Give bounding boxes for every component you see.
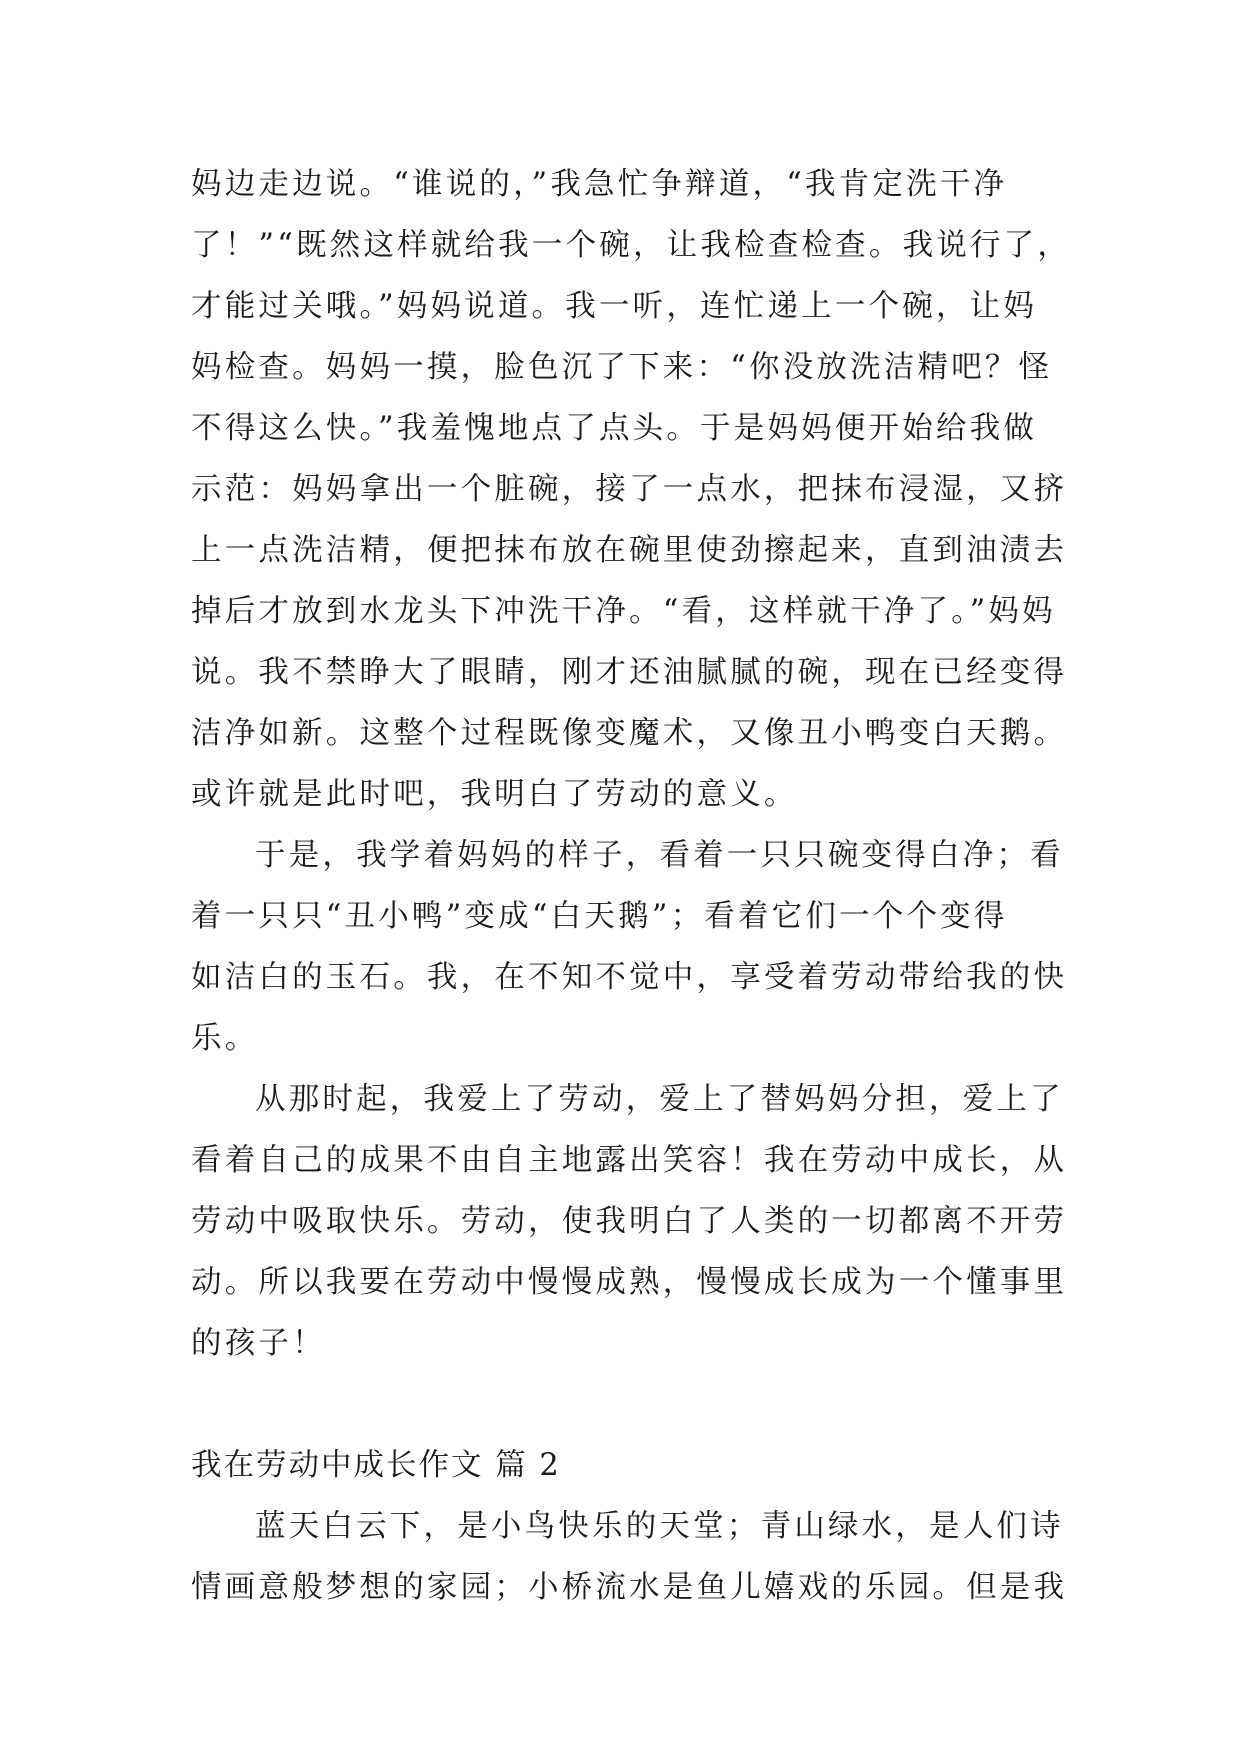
text-line: 上一点洗洁精，便把抹布放在碗里使劲擦起来，直到油渍去 [191, 533, 1068, 568]
paragraph-4 [191, 1496, 1071, 1618]
paragraph-3 [191, 1069, 1071, 1374]
text-line: 示范：妈妈拿出一个脏碗，接了一点水，把抹布浸湿，又挤 [191, 472, 1068, 507]
text-line: 的孩子！ [191, 1326, 326, 1361]
text-line: 了！”“既然这样就给我一个碗，让我检查检查。我说行了， [191, 228, 1072, 263]
text-line: 掉后才放到水龙头下冲洗干净。“看，这样就干净了。”妈妈 [191, 594, 1056, 629]
text-line: 情画意般梦想的家园；小桥流水是鱼儿嬉戏的乐园。但是我 [191, 1570, 1068, 1605]
text-line: 不得这么快。”我羞愧地点了点头。于是妈妈便开始给我做 [191, 411, 1038, 446]
section-heading: 我在劳动中成长作文 篇 2 [191, 1448, 561, 1483]
text-line: 于是，我学着妈妈的样子，看着一只只碗变得白净；看 [255, 838, 1064, 873]
text-line: 动。所以我要在劳动中慢慢成熟，慢慢成长成为一个懂事里 [191, 1265, 1068, 1300]
text-line: 乐。 [191, 1021, 259, 1056]
text-line: 蓝天白云下，是小鸟快乐的天堂；青山绿水，是人们诗 [255, 1509, 1064, 1544]
text-line: 说。我不禁睁大了眼睛，刚才还油腻腻的碗，现在已经变得 [191, 655, 1068, 690]
paragraph-2 [191, 825, 1071, 1069]
text-line: 妈检查。妈妈一摸，脸色沉了下来：“你没放洗洁精吧？怪 [191, 350, 1053, 385]
text-line: 妈边走边说。“谁说的，”我急忙争辩道，“我肯定洗干净 [191, 167, 1008, 202]
text-line: 从那时起，我爱上了劳动，爱上了替妈妈分担，爱上了 [255, 1082, 1064, 1117]
text-line: 看着自己的成果不由自主地露出笑容！我在劳动中成长，从 [191, 1143, 1068, 1178]
text-line: 或许就是此时吧，我明白了劳动的意义。 [191, 777, 798, 812]
text-line: 如洁白的玉石。我，在不知不觉中，享受着劳动带给我的快 [191, 960, 1068, 995]
text-line: 洁净如新。这整个过程既像变魔术，又像丑小鸭变白天鹅。 [191, 716, 1068, 751]
section-spacer [191, 1374, 1071, 1435]
paragraph-continued [191, 154, 1071, 825]
text-line: 才能过关哦。”妈妈说道。我一听，连忙递上一个碗，让妈 [191, 289, 1038, 324]
text-line: 劳动中吸取快乐。劳动，使我明白了人类的一切都离不开劳 [191, 1204, 1068, 1239]
text-line: 着一只只“丑小鸭”变成“白天鹅”；看着它们一个个变得 [191, 899, 1008, 934]
essay-body [191, 154, 1071, 1618]
